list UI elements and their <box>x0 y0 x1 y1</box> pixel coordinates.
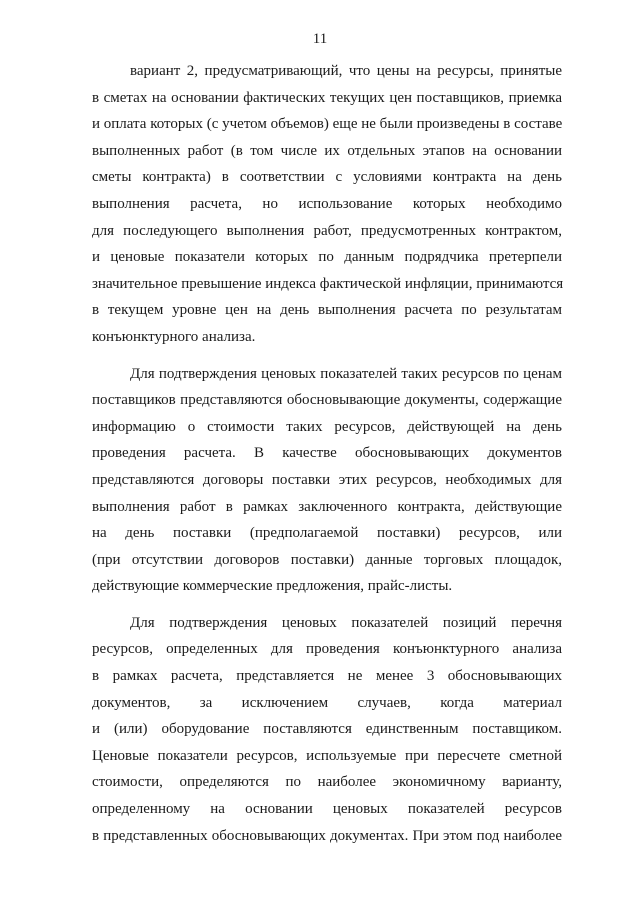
text-line: выполненных работ (в том числе их отдельных этапов на основании <box>92 142 562 159</box>
text-line: действующие коммерческие предложения, прайс-листы. <box>92 578 453 595</box>
text-line: ресурсов, определенных для проведения конъюнктурного анализа <box>92 641 562 658</box>
text-line: в представленных обосновывающих документах. При этом под наиболее <box>92 827 562 844</box>
text-line: Ценовые показатели ресурсов, используемые при пересчете сметной <box>92 747 562 764</box>
text-line: значительное превышение индекса фактической инфляции, принимаются <box>92 275 564 292</box>
text-line: сметы контракта) в соответствии с условиями контракта на день <box>92 169 562 186</box>
text-line: (при отсутствии договоров поставки) данные торговых площадок, <box>92 551 562 568</box>
text-line: и ценовые показатели которых по данным подрядчика претерпели <box>92 249 562 266</box>
paragraph-3 <box>92 610 562 849</box>
text-line: в рамках расчета, представляется не менее 3 обосновывающих <box>92 668 562 685</box>
page-number: 11 <box>312 31 328 47</box>
text-line: информацию о стоимости таких ресурсов, действующей на день <box>92 418 562 435</box>
text-line: Для подтверждения ценовых показателей таких ресурсов по ценам <box>130 365 562 382</box>
text-line: выполнения работ в рамках заключенного контракта, действующие <box>92 498 562 515</box>
text-line: Для подтверждения ценовых показателей позиций перечня <box>130 614 562 631</box>
text-line: конъюнктурного анализа. <box>92 328 256 345</box>
text-line: для последующего выполнения работ, предусмотренных контрактом, <box>92 222 562 239</box>
text-line: и оплата которых (с учетом объемов) еще не были произведены в составе <box>92 116 563 133</box>
text-line: на день поставки (предполагаемой поставки) ресурсов, или <box>92 525 562 542</box>
paragraph-1 <box>92 58 562 351</box>
text-line: определенному на основании ценовых показателей ресурсов <box>92 801 562 818</box>
paragraph-2 <box>92 361 562 600</box>
text-line: в сметах на основании фактических текущих цен поставщиков, приемка <box>92 89 562 106</box>
text-line: и (или) оборудование поставляются единственным поставщиком. <box>92 721 562 738</box>
text-line: документов, за исключением случаев, когда материал <box>92 694 562 711</box>
text-line: представляются договоры поставки этих ресурсов, необходимых для <box>92 471 562 488</box>
text-line: стоимости, определяются по наиболее экономичному варианту, <box>92 774 562 791</box>
text-line: в текущем уровне цен на день выполнения расчета по результатам <box>92 302 562 319</box>
text-line: проведения расчета. В качестве обосновывающих документов <box>92 445 562 462</box>
text-line: поставщиков представляются обосновывающие документы, содержащие <box>92 392 562 409</box>
text-line: вариант 2, предусматривающий, что цены на ресурсы, принятые <box>130 63 562 79</box>
text-line: выполнения расчета, но использование которых необходимо <box>92 195 562 212</box>
document-body <box>92 58 562 849</box>
